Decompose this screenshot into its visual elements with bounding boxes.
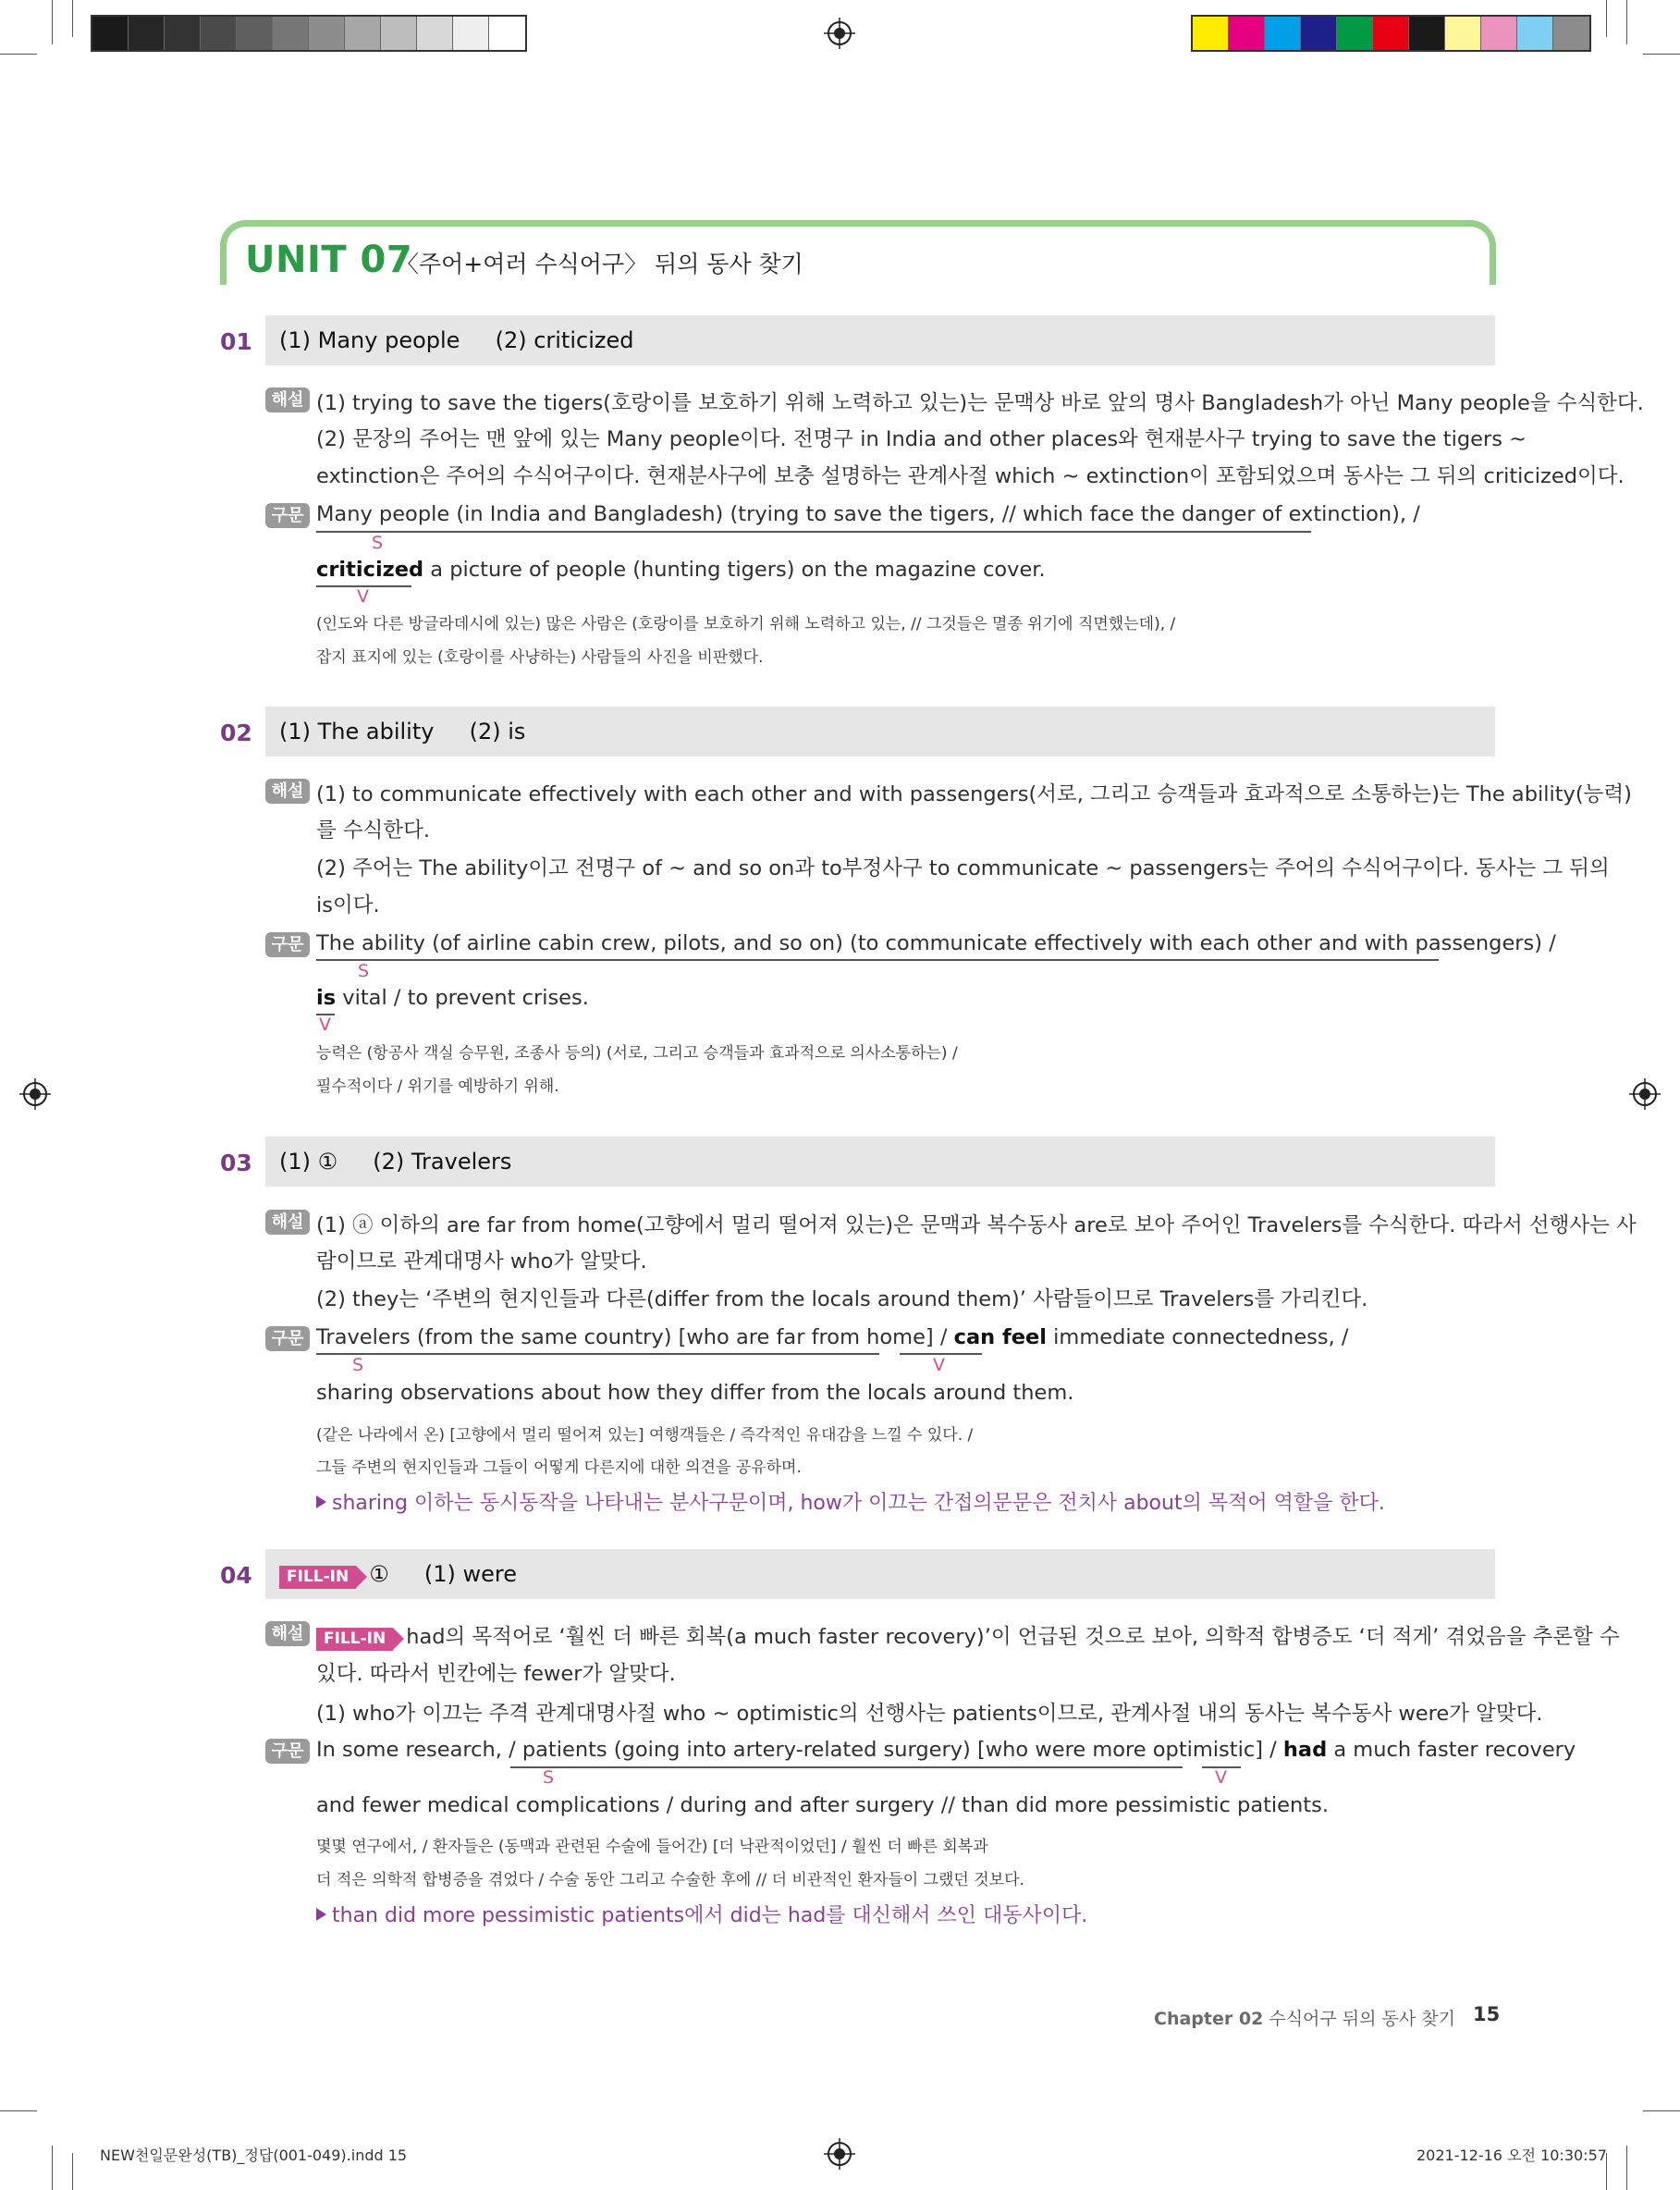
translation-line: 그들 주변의 현지인들과 그들이 어떻게 다른지에 대한 의견을 공유하며. [316,1458,802,1477]
explanation-line: extinction은 주어의 수식어구이다. 현재분사구에 보충 설명하는 관계사절 which ~ extinction이 포함되었으며 동사는 그 뒤의 criticized이다. [316,464,1625,488]
question-number: 01 [220,328,252,355]
translation-line: 몇몇 연구에서, / 환자들은 (동맥과 관련된 수술에 들어간) [더 낙관적이었던] / 훨씬 더 빠른 회복과 [316,1838,988,1856]
explanation-line [316,1620,1620,1651]
question-number: 03 [220,1150,252,1176]
verb-marker: V [1215,1767,1227,1788]
syntax-tag: 구문 [265,1739,310,1764]
answer-rest: ① (1) were [369,1561,518,1587]
verb: can feel [953,1325,1048,1349]
color-swatch [381,17,417,50]
translation-line: 더 적은 의학적 합병증을 겪었다 / 수술 동안 그리고 수술한 후에 // 더 비관적인 환자들이 그랬던 것보다. [316,1871,1024,1889]
syntax-subject: patients (going into artery-related surgery) [who were more optimistic] [521,1738,1264,1762]
syntax-line [316,1325,1349,1349]
subject-underline [316,531,1311,533]
unit-title: UNIT 07 [245,239,413,281]
color-swatch [165,17,201,50]
process-color-bar [1191,15,1591,52]
chapter-title: 수식어구 뒤의 동사 찾기 [1263,2009,1455,2029]
explanation-text: had의 목적어로 ‘훨씬 더 빠른 회복(a much faster recovery)’이 언급된 것으로 보아, 의학적 합병증도 ‘더 적게’ 겪었음을 추론할 수 [406,1625,1620,1649]
color-swatch [129,17,165,50]
grammar-note [316,1900,1087,1928]
syntax-line [316,558,1046,582]
subject-marker: S [543,1767,555,1788]
fill-in-badge: FILL-IN [279,1566,356,1589]
color-swatch [1481,17,1517,50]
registration-mark-icon [824,18,855,49]
explanation-tag: 해설 [265,388,310,412]
color-swatch [1337,17,1373,50]
chapter-label: Chapter 02 [1154,2009,1264,2029]
unit-subtitle: 〈주어+여러 수식어구〉 뒤의 동사 찾기 [396,251,803,277]
grammar-note [316,1487,1385,1516]
explanation-line: 를 수식한다. [316,818,430,843]
grammar-note-text: than did more pessimistic patients에서 did는 had를 대신해서 쓰인 대동사이다. [332,1904,1088,1927]
syntax-line: and fewer medical complications / during and after surgery // than did more pessimistic patients. [316,1793,1329,1817]
explanation-line: (2) 문장의 주어는 맨 앞에 있는 Many people이다. 전명구 in India and other places와 현재분사구 trying to save the tigers ~ [316,427,1527,451]
page-number: 15 [1473,2003,1501,2025]
explanation-line: (1) ⓐ 이하의 are far from home(고향에서 멀리 떨어져 있는)은 문맥과 복수동사 are로 보아 주어인 Travelers를 수식한다. 따라서 선행사는 사 [316,1213,1637,1237]
color-swatch [1553,17,1589,50]
color-swatch [345,17,381,50]
syntax-tag: 구문 [265,932,310,957]
answer-text: (1) The ability (2) is [279,719,526,744]
syntax-separator: / [1263,1738,1283,1762]
syntax-subject: Travelers (from the same country) [who are far from home] [316,1325,934,1349]
syntax-line: The ability (of airline cabin crew, pilots, and so on) (to communicate effectively with each other and with passengers) / [316,931,1556,955]
answer-text [279,1561,517,1589]
subject-underline [316,1353,879,1355]
explanation-line: (2) they는 ‘주변의 현지인들과 다른(differ from the locals around them)’ 사람들이므로 Travelers를 가리킨다. [316,1287,1368,1311]
color-swatch [1193,17,1229,50]
explanation-line: (2) 주어는 The ability이고 전명구 of ~ and so on과 to부정사구 to communicate ~ passengers는 주어의 수식어구이다. 동사는 그 뒤의 [316,856,1610,880]
explanation-line: 람이므로 관계대명사 who가 알맞다. [316,1249,647,1273]
translation-line: 능력은 (항공사 객실 승무원, 조종사 등의) (서로, 그리고 승객들과 효과적으로 의사소통하는) / [316,1044,958,1063]
syntax-separator: / [933,1325,954,1349]
translation-line: 필수적이다 / 위기를 예방하기 위해. [316,1077,559,1096]
question-number: 04 [220,1562,252,1589]
explanation-tag: 해설 [265,1621,310,1646]
subject-underline [316,959,1439,961]
explanation-tag: 해설 [265,779,310,804]
syntax-rest: a much faster recovery [1327,1738,1576,1762]
verb: had [1282,1738,1328,1762]
chapter-footer [1154,2005,1455,2030]
subject-underline [510,1766,1183,1768]
explanation-line: (1) to communicate effectively with each other and with passengers(서로, 그리고 승객들과 효과적으로 소통하는)는 The ability(능력) [316,782,1632,806]
color-swatch [453,17,489,50]
verb: criticized [316,558,424,582]
color-swatch [417,17,453,50]
translation-line: 잡지 표지에 있는 (호랑이를 사냥하는) 사람들의 사진을 비판했다. [316,648,764,667]
subject-marker: S [352,1355,364,1375]
color-swatch [1301,17,1337,50]
color-swatch [1229,17,1265,50]
answer-text: (1) Many people (2) criticized [279,327,634,353]
registration-mark-icon [1629,1078,1661,1110]
syntax-rest: a picture of people (hunting tigers) on the magazine cover. [423,558,1046,582]
registration-mark-icon [19,1078,51,1110]
syntax-tag: 구문 [265,1326,310,1351]
translation-line: (인도와 다른 방글라데시에 있는) 많은 사람은 (호랑이를 보호하기 위해 노력하고 있는, // 그것들은 멸종 위기에 직면했는데), / [316,615,1176,634]
color-swatch [1517,17,1553,50]
explanation-line: is이다. [316,893,380,917]
color-swatch [237,17,273,50]
syntax-prefix: In some research, / [316,1738,522,1762]
syntax-rest: immediate connectedness, / [1047,1325,1349,1349]
subject-marker: S [358,961,370,981]
subject-marker: S [372,533,384,553]
explanation-tag: 해설 [265,1210,310,1235]
grammar-note-text: sharing 이하는 동시동작을 나타내는 분사구문이며, how가 이끄는 간접의문문은 전치사 about의 목적어 역할을 한다. [332,1492,1385,1515]
explanation-line: 있다. 따라서 빈칸에는 fewer가 알맞다. [316,1662,676,1686]
verb-marker: V [357,586,369,607]
color-swatch [201,17,237,50]
color-swatch [309,17,345,50]
slug-file: NEW천일문완성(TB)_정답(001-049).indd 15 [100,2147,408,2164]
registration-mark-icon [824,2138,855,2170]
syntax-line: sharing observations about how they differ from the locals around them. [316,1381,1074,1405]
answer-text: (1) ① (2) Travelers [279,1149,512,1175]
color-swatch [1373,17,1409,50]
triangle-bullet-icon [316,1908,326,1921]
color-swatch [1445,17,1481,50]
gray-color-bar [91,15,527,52]
color-swatch [92,17,129,50]
triangle-bullet-icon [316,1495,326,1508]
color-swatch [273,17,309,50]
syntax-tag: 구문 [265,503,310,528]
verb-marker: V [319,1015,331,1035]
color-swatch [489,17,525,50]
syntax-line: Many people (in India and Bangladesh) (trying to save the tigers, // which face the danger of extinction), / [316,502,1420,526]
translation-line: (같은 나라에서 온) [고향에서 멀리 떨어져 있는] 여행객들은 / 즉각적인 유대감을 느낄 수 있다. / [316,1426,974,1445]
explanation-line: (1) who가 이끄는 주격 관계대명사절 who ~ optimistic의 선행사는 patients이므로, 관계사절 내의 동사는 복수동사 were가 알맞다. [316,1702,1543,1726]
verb: is [316,986,337,1010]
syntax-line [316,986,589,1010]
syntax-line [316,1738,1576,1762]
explanation-line: (1) trying to save the tigers(호랑이를 보호하기 위해 노력하고 있는)는 문맥상 바로 앞의 명사 Bangladesh가 아닌 Many people을 수식한다. [316,391,1644,415]
slug-date: 2021-12-16 오전 10:30:57 [1416,2147,1607,2164]
color-swatch [1409,17,1445,50]
fill-in-badge: FILL-IN [316,1628,393,1651]
syntax-rest: vital / to prevent crises. [336,986,589,1010]
verb-marker: V [933,1355,945,1375]
color-swatch [1265,17,1301,50]
question-number: 02 [220,720,252,746]
